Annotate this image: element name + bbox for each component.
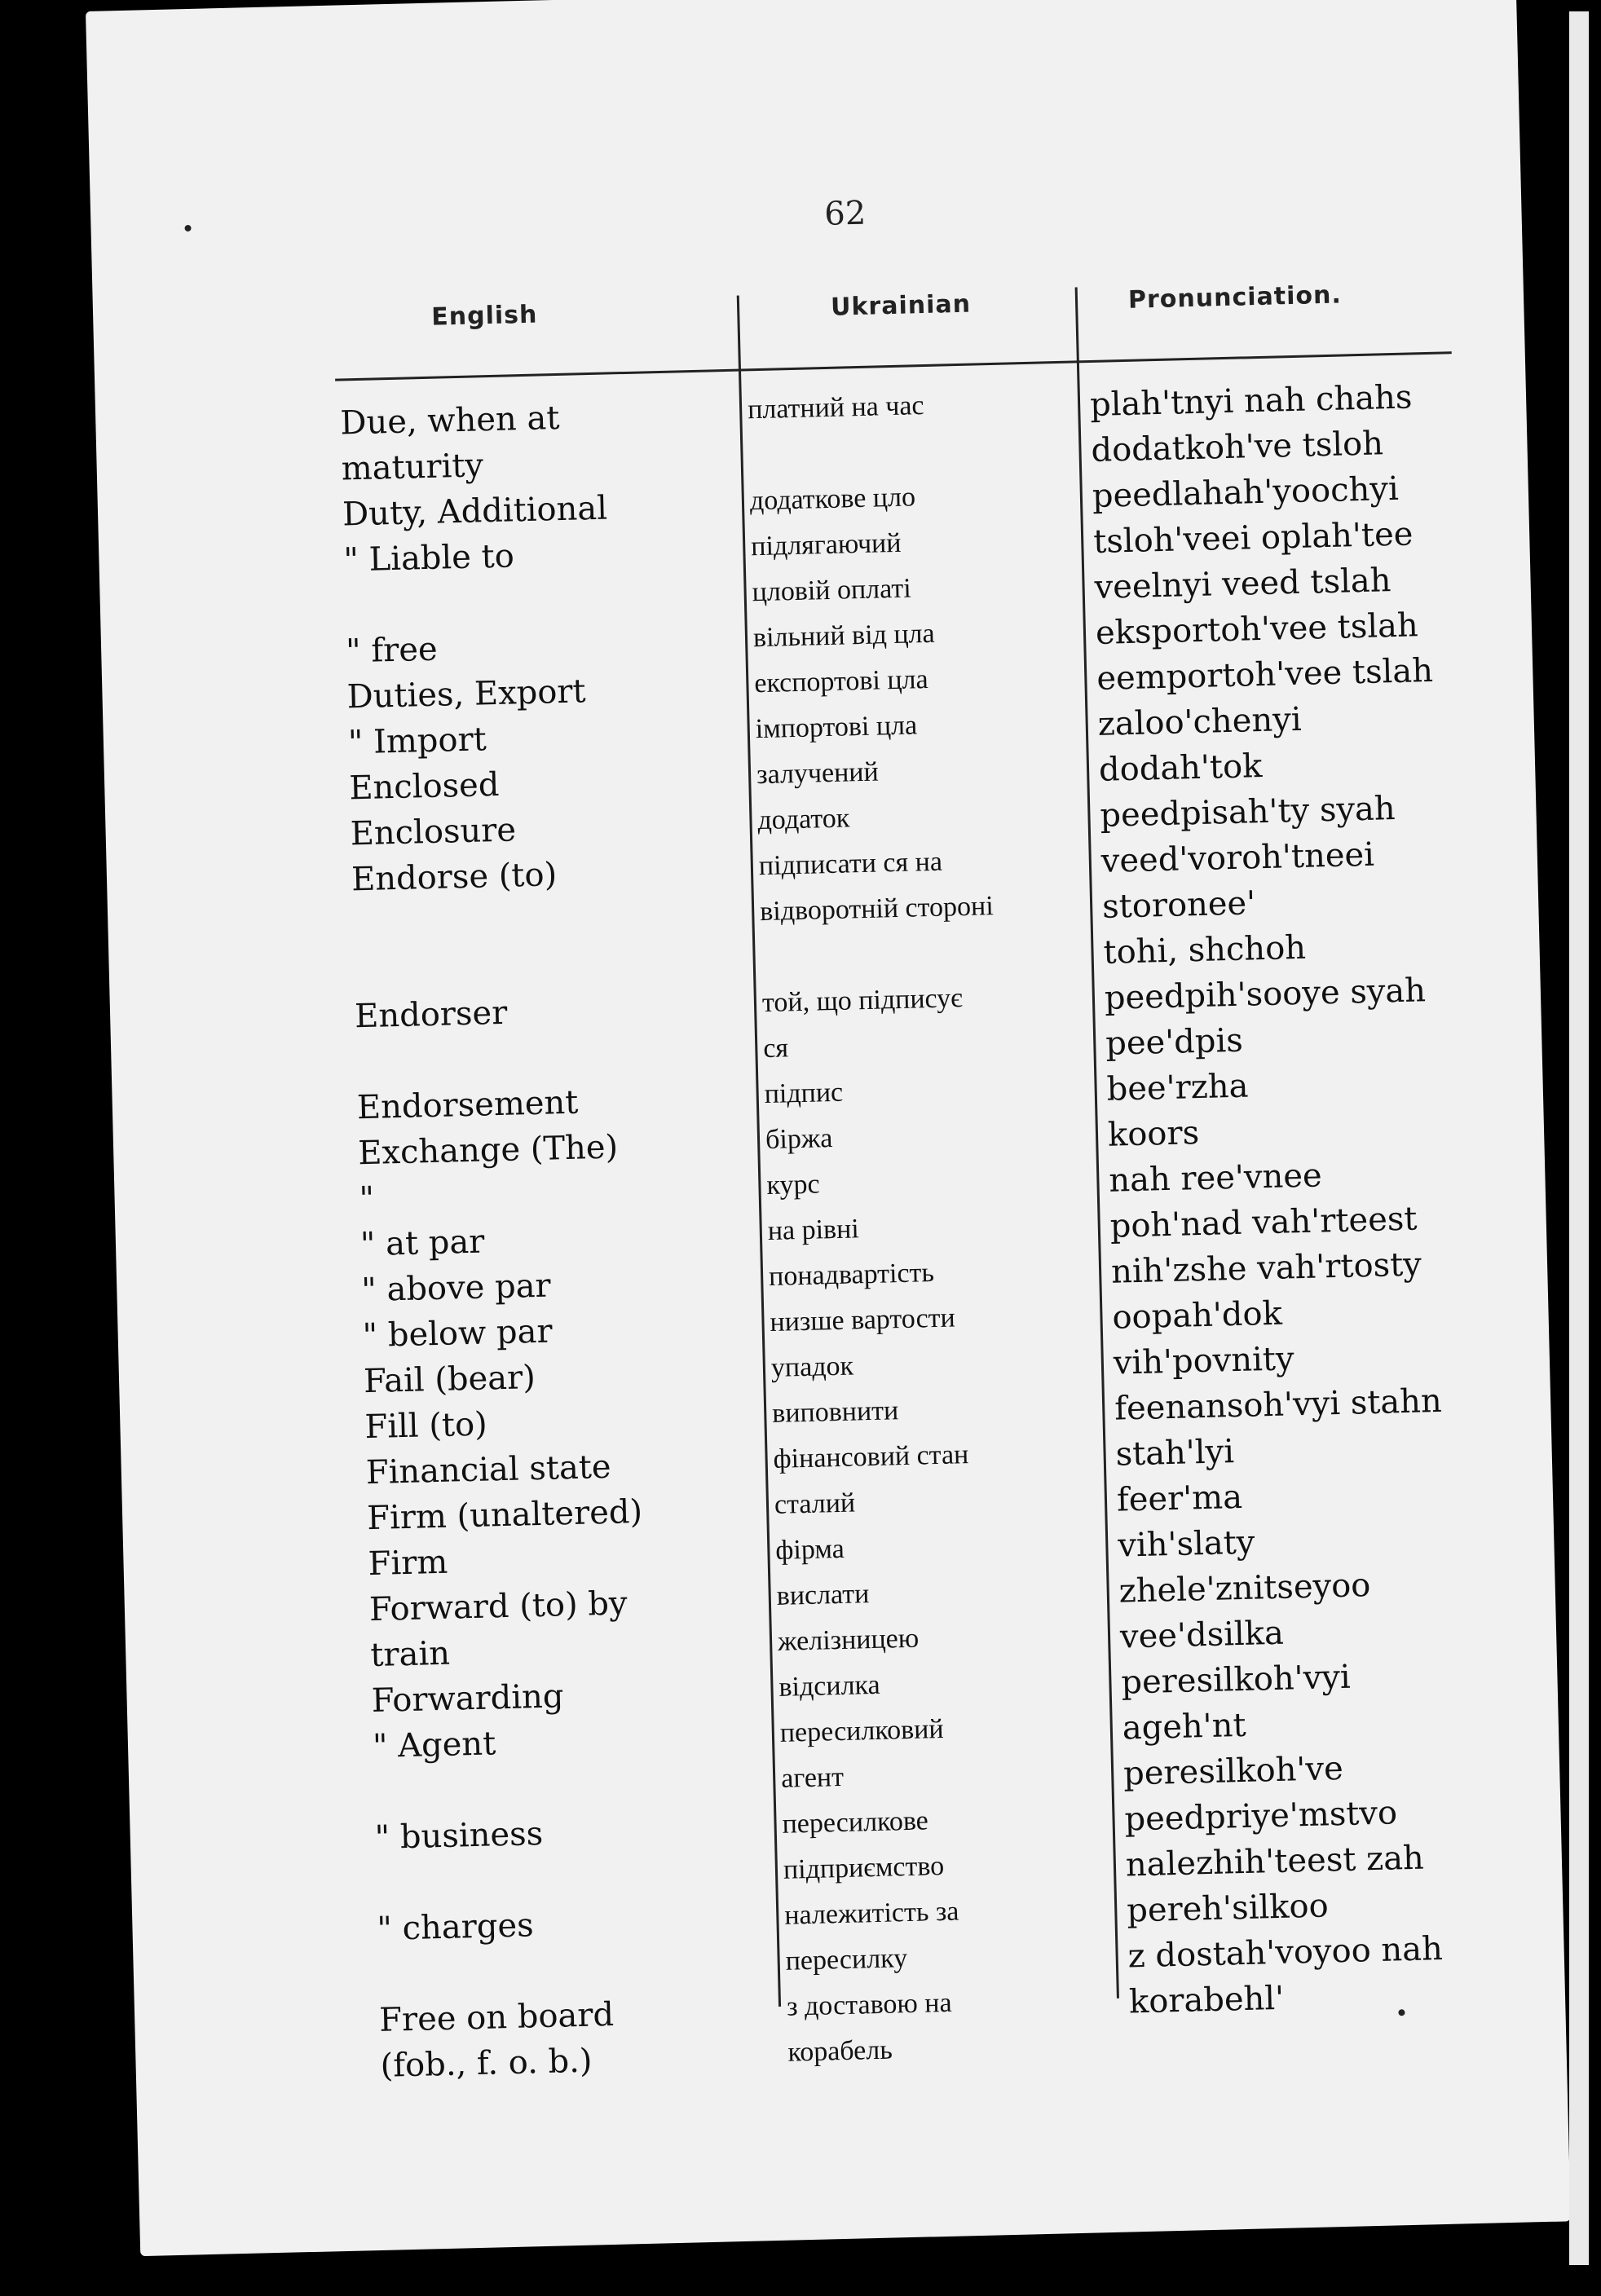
header-rule xyxy=(335,351,1452,381)
pronunciation-cell: peedpriye'mstvo xyxy=(1124,1794,1398,1839)
ukrainian-cell: вільний від цла xyxy=(752,618,936,654)
english-cell: Endorser xyxy=(354,994,508,1036)
ukrainian-cell: з доставою на xyxy=(786,1987,953,2022)
ukrainian-cell: підприємство xyxy=(783,1850,945,1885)
pronunciation-cell: zhele'znitseyoo xyxy=(1118,1567,1371,1611)
ukrainian-cell: упадок xyxy=(770,1351,854,1383)
page-number: 62 xyxy=(823,194,867,233)
ukrainian-cell: платний на час xyxy=(747,390,924,425)
ukrainian-cell: фірма xyxy=(774,1533,845,1566)
ukrainian-cell: підлягаючий xyxy=(750,527,902,562)
pronunciation-cell: veelnyi veed tslah xyxy=(1094,562,1392,606)
ukrainian-cell: агент xyxy=(780,1761,845,1794)
pronunciation-cell: pereh'silkoo xyxy=(1126,1887,1330,1930)
ukrainian-cell: імпортові цла xyxy=(755,710,918,745)
pronunciation-cell: poh'nad vah'rteest xyxy=(1109,1200,1418,1245)
english-cell: Financial state xyxy=(365,1448,612,1492)
ukrainian-cell: пересилку xyxy=(785,1943,908,1976)
ukrainian-cell: підпис xyxy=(764,1077,844,1110)
ukrainian-cell: сталий xyxy=(774,1487,856,1520)
english-cell: " charges xyxy=(377,1906,535,1948)
pronunciation-cell: stah'lyi xyxy=(1115,1433,1235,1474)
english-cell: (fob., f. o. b.) xyxy=(380,2042,593,2085)
english-cell: train xyxy=(369,1634,451,1675)
ukrainian-cell: експортові цла xyxy=(753,663,929,699)
ukrainian-cell: понадвартість xyxy=(768,1258,935,1292)
pronunciation-cell: koors xyxy=(1107,1114,1200,1154)
english-cell: Fill (to) xyxy=(364,1405,488,1447)
ukrainian-cell: той, що підписує xyxy=(761,983,964,1019)
pronunciation-cell: peedlahah'yoochyi xyxy=(1092,469,1400,515)
ukrainian-cell: додаткове цло xyxy=(749,482,916,517)
pronunciation-cell: feenansoh'vyi stahn xyxy=(1114,1382,1443,1428)
pronunciation-cell: eemportoh'vee tslah xyxy=(1096,651,1434,698)
pronunciation-cell: nah ree'vnee xyxy=(1108,1157,1323,1200)
speck xyxy=(184,225,191,231)
english-cell: Endorse (to) xyxy=(351,856,558,899)
english-cell: " business xyxy=(374,1814,544,1857)
ukrainian-cell: належитість за xyxy=(783,1896,959,1931)
ukrainian-cell: корабель xyxy=(787,2034,893,2068)
pronunciation-cell: vih'povnity xyxy=(1113,1340,1295,1382)
english-cell: " below par xyxy=(362,1312,554,1355)
pronunciation-cell: dodatkoh've tsloh xyxy=(1090,425,1384,470)
pronunciation-cell: bee'rzha xyxy=(1106,1067,1249,1108)
ukrainian-cell: залучений xyxy=(756,756,880,791)
ukrainian-cell: підписати ся на xyxy=(758,846,943,882)
pronunciation-cell: storonee' xyxy=(1101,884,1256,926)
pronunciation-cell: plah'tnyi nah chahs xyxy=(1089,378,1413,425)
english-cell: Free on board xyxy=(378,1995,615,2039)
ukrainian-cell: пересилковий xyxy=(779,1713,944,1748)
english-cell: Fail (bear) xyxy=(363,1359,536,1401)
ukrainian-cell: пересилкове xyxy=(782,1805,929,1840)
ukrainian-cell: відсилка xyxy=(778,1669,881,1703)
english-cell: " above par xyxy=(360,1267,552,1310)
pronunciation-cell: tohi, shchoh xyxy=(1103,928,1307,972)
english-cell: Firm (unaltered) xyxy=(366,1492,643,1538)
ukrainian-cell: курс xyxy=(765,1169,821,1201)
pronunciation-cell: peresilkoh'vyi xyxy=(1120,1658,1352,1702)
pronunciation-cell: veed'voroh'tneei xyxy=(1100,835,1375,880)
pronunciation-cell: oopah'dok xyxy=(1111,1294,1283,1337)
header-english: English xyxy=(430,300,538,332)
pronunciation-cell: feer'ma xyxy=(1116,1478,1243,1519)
english-cell: " at par xyxy=(359,1223,485,1264)
english-cell: Duties, Export xyxy=(346,672,587,716)
pronunciation-cell: pee'dpis xyxy=(1105,1021,1244,1063)
ukrainian-cell: вислати xyxy=(776,1579,870,1611)
ukrainian-cell: додаток xyxy=(757,803,850,836)
english-cell: Firm xyxy=(368,1543,448,1584)
english-cell: maturity xyxy=(341,447,484,488)
ukrainian-cell: желізницею xyxy=(777,1623,920,1657)
pronunciation-cell: z dostah'voyoo nah xyxy=(1127,1930,1444,1976)
ukrainian-cell: на рівні xyxy=(767,1214,860,1246)
ukrainian-cell: біржа xyxy=(765,1123,833,1156)
english-cell: Enclosed xyxy=(348,765,500,808)
header-pronunciation: Pronunciation. xyxy=(1127,280,1343,315)
english-cell: Enclosure xyxy=(350,811,517,853)
ukrainian-cell: відворотній стороні xyxy=(759,891,995,928)
pronunciation-cell: eksportoh'vee tslah xyxy=(1095,606,1419,652)
ukrainian-cell: ся xyxy=(762,1033,789,1064)
english-cell: " free xyxy=(345,630,439,671)
pronunciation-cell: vee'dsilka xyxy=(1119,1614,1285,1656)
pronunciation-cell: dodah'tok xyxy=(1098,747,1263,789)
pronunciation-cell: peresilkoh've xyxy=(1122,1749,1344,1793)
english-cell: " Liable to xyxy=(342,537,515,580)
pronunciation-cell: ageh'nt xyxy=(1122,1706,1247,1747)
ukrainian-cell: цловій оплаті xyxy=(752,573,912,608)
english-cell: Due, when at xyxy=(339,399,560,443)
pronunciation-cell: zaloo'chenyi xyxy=(1097,700,1303,743)
english-cell: Endorsement xyxy=(356,1083,579,1127)
english-cell: Exchange (The) xyxy=(357,1128,619,1173)
english-cell: Duty, Additional xyxy=(342,489,608,534)
pronunciation-cell: nih'zshe vah'rtosty xyxy=(1110,1245,1422,1291)
pronunciation-cell: peedpih'sooye syah xyxy=(1104,972,1427,1017)
header-ukrainian: Ukrainian xyxy=(830,289,972,322)
english-cell: Forwarding xyxy=(371,1677,564,1721)
english-cell: " xyxy=(359,1179,375,1219)
english-cell: " Agent xyxy=(372,1725,496,1766)
pronunciation-cell: vih'slaty xyxy=(1117,1523,1255,1565)
pronunciation-cell: korabehl' xyxy=(1128,1979,1285,2021)
next-page-edge xyxy=(1569,11,1589,2265)
ukrainian-cell: фінансовий стан xyxy=(773,1439,969,1474)
english-cell: Forward (to) by xyxy=(368,1584,628,1629)
ukrainian-cell: низше вартости xyxy=(770,1302,956,1337)
english-cell: " Import xyxy=(347,721,487,762)
pronunciation-cell: tsloh'veei oplah'tee xyxy=(1092,515,1414,561)
book-page xyxy=(86,0,1571,2256)
ukrainian-cell: виповнити xyxy=(771,1395,899,1429)
pronunciation-cell: nalezhih'teest zah xyxy=(1125,1839,1425,1884)
pronunciation-cell: peedpisah'ty syah xyxy=(1099,790,1396,835)
